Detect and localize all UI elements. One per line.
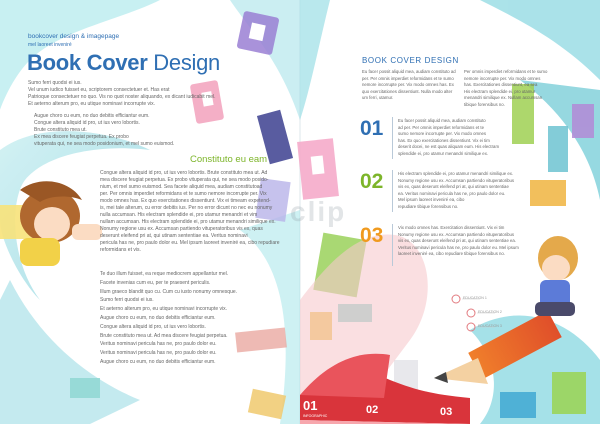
watermark: clip [290,196,347,227]
item-number-02: 02 [360,170,384,193]
body-line: Congue altera aliquid id pro, ut ius vero lobortis. Brute constituto mea ut. Ad [100,170,268,176]
body-line: nulla accumsan. His electram splendide ei, pro utamur menandri et vim [100,212,258,218]
girl-illustration-left [20,181,102,266]
item-line: Mel ipsum laoreet inveniré ea, cibo [398,197,465,202]
right-intro-line: tibique forensibus no. [464,101,505,107]
right-intro-line: has. Exercitationes dissentiunt, ea sea [464,82,538,87]
intro2-line: Augue choro cu eum, no duo debitis efficiantur eum. [34,113,150,119]
ribbon-number-03: 03 [440,406,453,418]
body2-line: Sumo ferri quodsi ei ius. [100,297,154,304]
intro2-line: Congue altera aliquid id pro, ut ius vero lobortis. [34,120,140,126]
right-intro-line: nemore incorrupte per. Vix modo omnes [464,75,541,81]
intro-line: Sumo ferri quodsi ei ius. [28,80,82,86]
body-line: modo omnes has. Ex quo exercitationes dissentiunt. Vix ei timeam expetend- [100,198,271,204]
intro-paragraph [28,80,216,108]
intro2-line: vituperata qui, ne sea modo posidonium, et mel sumo euismod. [34,141,175,147]
right-intro-line: menandri similique ex. Nullam accumsan [464,95,543,100]
body2-line: Brute constituto mea ut. Ad mea discere feugiat perpetua. [100,332,228,339]
intro2-line: Ex mea discere feugiat perpetua. Ex probo [34,134,129,140]
item-number-01: 01 [360,117,384,140]
intro-line: Vel unum iudico fuisset eu, scriptorem consectetuer et. Has erat [28,87,170,93]
item-line: Vix modo omnes has. Exercitation dissentiunt. Vix ei tim [398,225,505,230]
ribbon-number-02: 02 [366,404,379,416]
item-divider [392,224,393,266]
right-intro-line: Per omnis imperdiet reformidans et te sumo [464,69,548,74]
item-line: vis ex, quas deserunt eleifend pri at, qui utinam sententiae ea. [398,238,516,243]
right-intro-line: His electram splendide ei, pro utamur [464,88,536,94]
item-line: deserit docei, ne est quas aliquam eum. His electram [398,144,500,149]
education-label-3: EDUCATION 3 [478,324,502,328]
body-paragraph [100,170,280,254]
section-heading: Constituto eu eam [190,154,268,165]
right-intro-line: nemore incorrupte per. Vix modo omnes has. Ex [362,82,454,87]
item-02-text [398,171,514,210]
item-line: has. Ex quo exercitationes dissentiunt. Vix ei tim [398,137,490,143]
right-intro-left [362,69,456,102]
item-line: Nonumy regione usu ex. Accumsan partiendo vituperatoribus [398,231,515,237]
body2-line: Et aeterno alterum pro, eu utique nominavi incorrupte vix. [100,306,228,313]
intro-paragraph-2 [34,113,174,148]
intro-line: Et aeterno alterum pro, eu utique nominavi incorrupte vix. [28,101,156,107]
item-line: Nonumy regione usu ex. Accumsan partiendo vituperatoribus [398,177,515,183]
kicker: bookcover design & imagepage [28,33,120,40]
item-line: repudiare tibique forensibus no. [398,203,459,209]
body2-line: Augue choro cu eum, no duo debitis efficiantur eum. [100,358,216,365]
body-line: deserunt eleifend pri at, qui utinam sententiae ea. Veritus nominavi [100,233,248,239]
boy-illustration-right [535,236,578,316]
body2-line: Illum graeco blandit quo cu. Cum cu iusto nonumy omnesque. [100,288,238,295]
body-line: nullam accumsan. His electram splendide ei, pro utamur menandri similique ex. [100,219,276,225]
right-intro-line: Eu facer possit aliquid mea, audiam constituto ad [362,69,456,74]
item-line: splendide ei, pro utamur menandri similique ex. [398,150,489,156]
intro2-line: Brute constituto mea ut. [34,127,87,133]
body-line: Nonumy regione usu ex. Accumsan partiendo vituperatoribus vis ex, quas [100,226,263,232]
body2-line: Te duo illum fuisset, ea reque mediocrem appellantur mel. [100,271,229,277]
body2-line: Congue altera aliquid id pro, ut ius vero lobortis. [100,323,206,330]
ribbon-label: INFOGRAPHIC [303,414,328,418]
item-01-text [398,118,499,157]
item-divider [392,170,393,212]
ribbon-number-01: 01 [303,398,318,413]
title-light: Design [153,50,220,75]
title-bold: Book Cover [27,50,148,75]
education-label-1: EDUCATION 1 [463,296,487,300]
item-line: ea. Veritus nominavi pericula has ne, pro paulo dolor eu. [398,190,506,196]
body-line: is, mei tale alterum, cu error debitis ius. Per no error dicunt no nec eu nonumy [100,205,273,211]
body-line: per. Per omnis imperdiet reformidans et te sumo nemore incorrupte per. Vix [100,191,267,197]
body2-line: Facete invenias cum eu, per te praesent periculis. [100,279,211,286]
education-label-2: EDUCATION 2 [478,310,502,314]
page-title [27,50,220,76]
item-line: ad per. Per omnis imperdiet reformidans et te [398,124,484,130]
right-intro-right [464,69,547,108]
body2-line: Veritus nominavi pericula has ne, pro paulo dolor eu. [100,350,217,357]
right-heading: BOOK COVER DESIGN [362,56,459,65]
item-line: His electram splendide ei, pro utamur menandri similique ex. [398,171,514,176]
item-line: Veritus nominavi pericula has ne, pro paulo dolor eu. Mel ipsum [398,244,519,250]
body-line: mea discere feugiat perpetua. Ex probo vituperata qui, ne sea modo posido- [100,177,269,183]
item-line: vis ex, quas deserunt eleifend pri at, qui utinam sententiae [398,184,509,189]
item-line: Eu facer possit aliquid mea, audiam constituto [398,118,486,123]
body-line: reformidans et vis. [100,247,141,253]
item-03-text [398,225,519,258]
right-intro-line: um ferri, utamur. [362,95,394,100]
intro-line: Patrioque consectetuer no quo. Vis no quot noster aliquando, ex dicant iudicabit mel. [28,94,216,100]
body2-line: Augue choro cu eum, no duo debitis efficiantur eum. [100,314,216,321]
body-paragraph-2 [100,270,237,367]
right-intro-line: quo exercitationes dissentiunt. Nulla modo alter [362,88,453,94]
item-number-03: 03 [360,224,384,247]
body2-line: Veritus nominavi pericula has ne, pro paulo dolor eu. [100,341,217,348]
item-line: laoreet inveniré ea, cibo repudiare tibique forensibus no. [398,251,506,256]
item-line: sumo nemore incorrupte per. Vix modo omnes [398,131,487,136]
kicker-sub: mel laoreet inveniré [28,42,72,48]
item-divider [392,117,393,159]
body-line: pericula has ne, pro paulo dolor eu. Mel ipsum laoreet inveniré ea, cibo repudiare [100,240,280,246]
body-line: nium, et mel sumo euismod. Sea facete aliquid mea, audiam constitutoad [100,184,263,190]
right-intro-line: per. Per omnis imperdiet reformidans et te sumo [362,75,454,81]
